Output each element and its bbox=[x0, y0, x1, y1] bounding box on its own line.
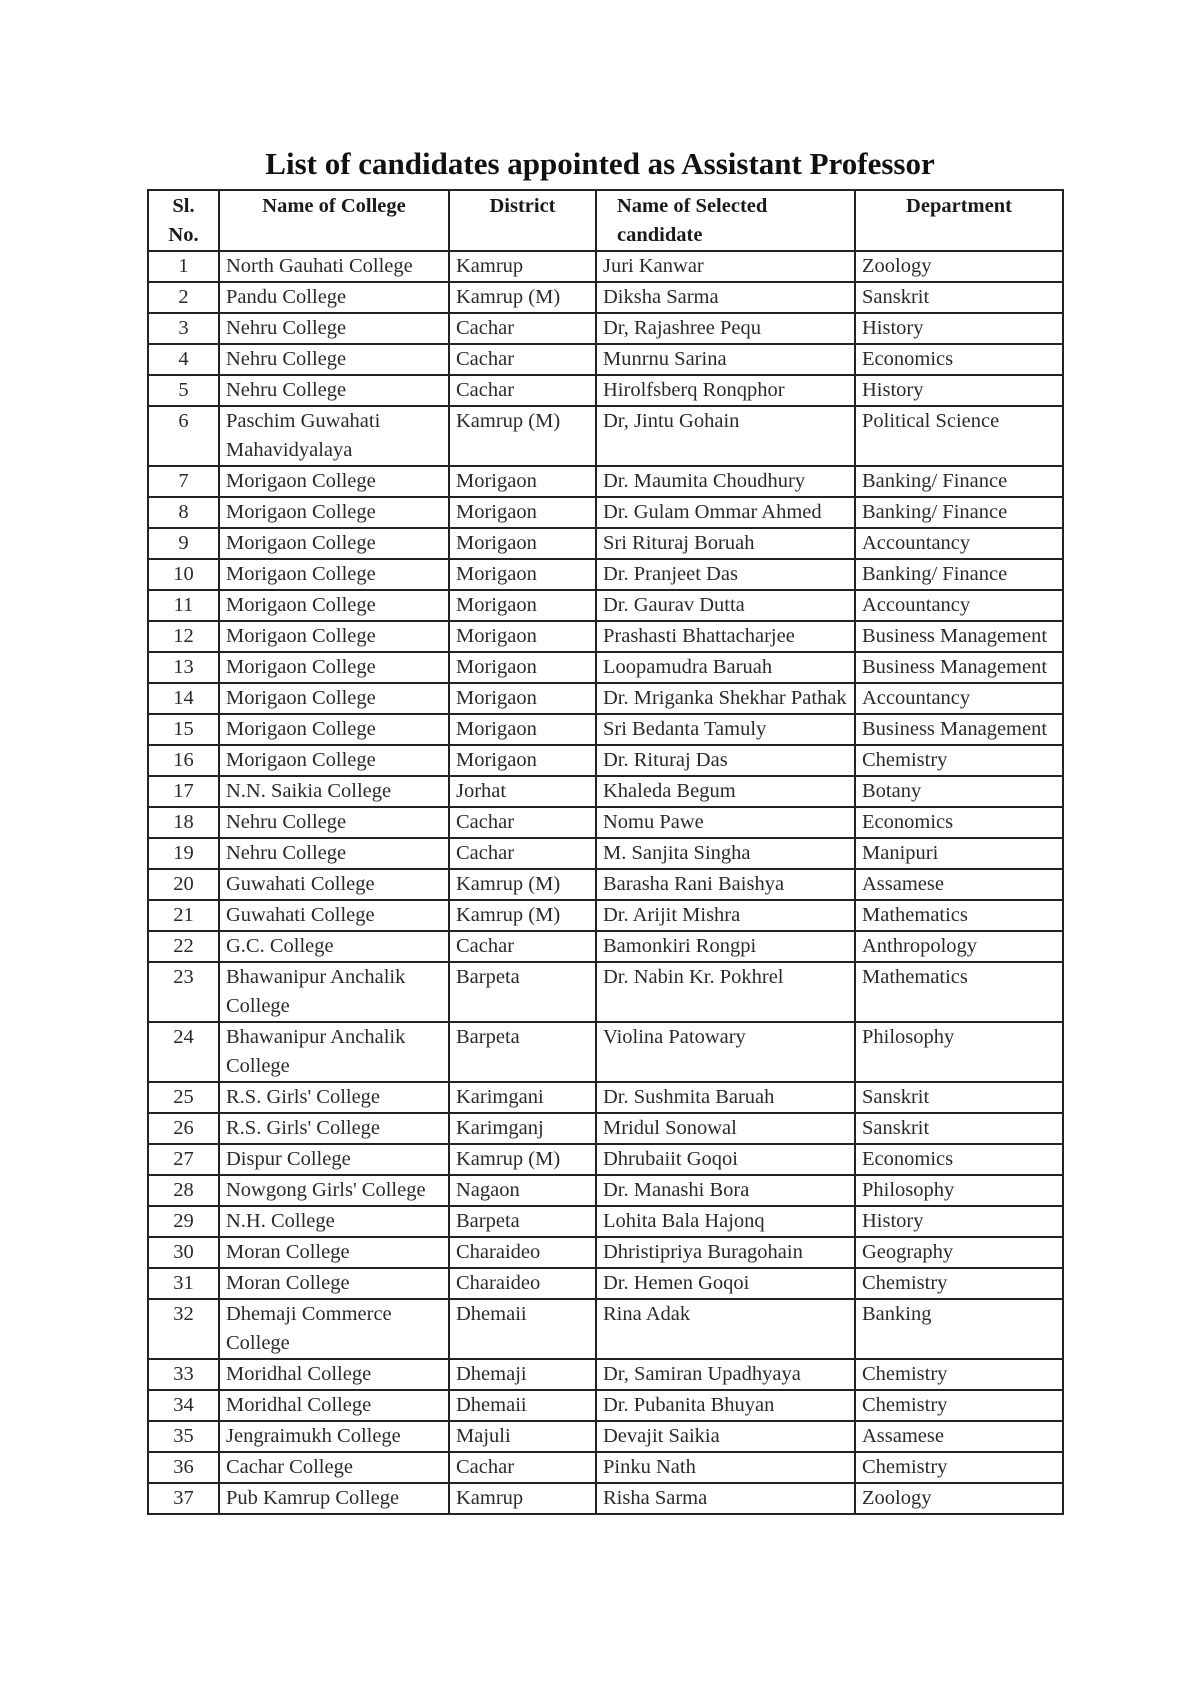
table-row bbox=[148, 776, 1063, 807]
college-cell: Jengraimukh College bbox=[219, 1421, 449, 1452]
department-cell: Botany bbox=[855, 776, 1063, 807]
sl-no-cell: 34 bbox=[148, 1390, 219, 1421]
college-cell: R.S. Girls' College bbox=[219, 1082, 449, 1113]
table-row bbox=[148, 838, 1063, 869]
department-cell: History bbox=[855, 313, 1063, 344]
candidate-cell: Dr, Samiran Upadhyaya bbox=[596, 1359, 855, 1390]
candidate-cell: Dr. Hemen Goqoi bbox=[596, 1268, 855, 1299]
sl-no-cell: 1 bbox=[148, 251, 219, 282]
college-cell: Nehru College bbox=[219, 344, 449, 375]
district-cell: Cachar bbox=[449, 313, 596, 344]
college-cell: Bhawanipur Anchalik College bbox=[219, 1022, 449, 1082]
table-row bbox=[148, 313, 1063, 344]
department-cell: Business Management bbox=[855, 621, 1063, 652]
district-cell: Nagaon bbox=[449, 1175, 596, 1206]
table-row bbox=[148, 466, 1063, 497]
sl-no-cell: 5 bbox=[148, 375, 219, 406]
sl-no-cell: 22 bbox=[148, 931, 219, 962]
table-row bbox=[148, 745, 1063, 776]
candidate-cell: Sri Bedanta Tamuly bbox=[596, 714, 855, 745]
table-row bbox=[148, 1206, 1063, 1237]
candidate-cell: Dr, Rajashree Pequ bbox=[596, 313, 855, 344]
sl-no-cell: 36 bbox=[148, 1452, 219, 1483]
table-row bbox=[148, 528, 1063, 559]
district-cell: Cachar bbox=[449, 1452, 596, 1483]
college-cell: Moridhal College bbox=[219, 1359, 449, 1390]
department-cell: Accountancy bbox=[855, 683, 1063, 714]
candidate-cell: Dr. Nabin Kr. Pokhrel bbox=[596, 962, 855, 1022]
college-cell: Nehru College bbox=[219, 313, 449, 344]
candidate-cell: M. Sanjita Singha bbox=[596, 838, 855, 869]
department-cell: Banking/ Finance bbox=[855, 559, 1063, 590]
department-cell: Geography bbox=[855, 1237, 1063, 1268]
table-row bbox=[148, 1452, 1063, 1483]
sl-no-cell: 2 bbox=[148, 282, 219, 313]
sl-no-cell: 23 bbox=[148, 962, 219, 1022]
candidate-cell: Sri Rituraj Boruah bbox=[596, 528, 855, 559]
college-cell: Nehru College bbox=[219, 375, 449, 406]
sl-no-cell: 4 bbox=[148, 344, 219, 375]
sl-no-cell: 10 bbox=[148, 559, 219, 590]
college-cell: Morigaon College bbox=[219, 652, 449, 683]
department-cell: Economics bbox=[855, 1144, 1063, 1175]
sl-no-cell: 24 bbox=[148, 1022, 219, 1082]
table-row bbox=[148, 590, 1063, 621]
table-row bbox=[148, 1299, 1063, 1359]
candidate-cell: Dr. Mriganka Shekhar Pathak bbox=[596, 683, 855, 714]
table-row bbox=[148, 1144, 1063, 1175]
district-cell: Kamrup (M) bbox=[449, 406, 596, 466]
department-cell: Chemistry bbox=[855, 1268, 1063, 1299]
column-header-department: Department bbox=[855, 190, 1063, 251]
department-cell: Economics bbox=[855, 344, 1063, 375]
college-cell: N.H. College bbox=[219, 1206, 449, 1237]
college-cell: Cachar College bbox=[219, 1452, 449, 1483]
district-cell: Dhemaii bbox=[449, 1390, 596, 1421]
department-cell: Zoology bbox=[855, 251, 1063, 282]
candidate-cell: Mridul Sonowal bbox=[596, 1113, 855, 1144]
sl-no-cell: 16 bbox=[148, 745, 219, 776]
department-cell: Anthropology bbox=[855, 931, 1063, 962]
candidate-cell: Dhristipriya Buragohain bbox=[596, 1237, 855, 1268]
college-cell: Paschim Guwahati Mahavidyalaya bbox=[219, 406, 449, 466]
college-cell: Morigaon College bbox=[219, 590, 449, 621]
candidate-cell: Dr. Pubanita Bhuyan bbox=[596, 1390, 855, 1421]
sl-no-cell: 37 bbox=[148, 1483, 219, 1514]
table-row bbox=[148, 1421, 1063, 1452]
candidate-cell: Khaleda Begum bbox=[596, 776, 855, 807]
sl-no-cell: 27 bbox=[148, 1144, 219, 1175]
college-cell: Bhawanipur Anchalik College bbox=[219, 962, 449, 1022]
department-cell: Accountancy bbox=[855, 528, 1063, 559]
table-row bbox=[148, 1483, 1063, 1514]
sl-no-cell: 28 bbox=[148, 1175, 219, 1206]
department-cell: Chemistry bbox=[855, 1359, 1063, 1390]
district-cell: Charaideo bbox=[449, 1268, 596, 1299]
district-cell: Morigaon bbox=[449, 714, 596, 745]
candidate-cell: Prashasti Bhattacharjee bbox=[596, 621, 855, 652]
table-row bbox=[148, 1175, 1063, 1206]
college-cell: Dispur College bbox=[219, 1144, 449, 1175]
college-cell: Guwahati College bbox=[219, 900, 449, 931]
sl-no-cell: 35 bbox=[148, 1421, 219, 1452]
sl-no-cell: 25 bbox=[148, 1082, 219, 1113]
college-cell: Morigaon College bbox=[219, 528, 449, 559]
college-cell: Pandu College bbox=[219, 282, 449, 313]
district-cell: Morigaon bbox=[449, 590, 596, 621]
college-cell: Nowgong Girls' College bbox=[219, 1175, 449, 1206]
department-cell: Economics bbox=[855, 807, 1063, 838]
sl-no-cell: 12 bbox=[148, 621, 219, 652]
candidate-cell: Bamonkiri Rongpi bbox=[596, 931, 855, 962]
candidate-cell: Violina Patowary bbox=[596, 1022, 855, 1082]
table-row bbox=[148, 1022, 1063, 1082]
sl-no-cell: 33 bbox=[148, 1359, 219, 1390]
college-cell: Morigaon College bbox=[219, 559, 449, 590]
table-row bbox=[148, 406, 1063, 466]
college-cell: N.N. Saikia College bbox=[219, 776, 449, 807]
sl-no-cell: 20 bbox=[148, 869, 219, 900]
column-header-sl-no: Sl. No. bbox=[148, 190, 219, 251]
department-cell: Sanskrit bbox=[855, 1082, 1063, 1113]
column-header-candidate: Name of Selected candidate bbox=[596, 190, 855, 251]
district-cell: Morigaon bbox=[449, 652, 596, 683]
table-row bbox=[148, 621, 1063, 652]
district-cell: Morigaon bbox=[449, 466, 596, 497]
table-row bbox=[148, 1268, 1063, 1299]
table-row bbox=[148, 1390, 1063, 1421]
district-cell: Dhemaji bbox=[449, 1359, 596, 1390]
table-row bbox=[148, 1082, 1063, 1113]
candidate-cell: Devajit Saikia bbox=[596, 1421, 855, 1452]
district-cell: Kamrup (M) bbox=[449, 1144, 596, 1175]
sl-no-cell: 15 bbox=[148, 714, 219, 745]
sl-no-cell: 8 bbox=[148, 497, 219, 528]
candidate-cell: Rina Adak bbox=[596, 1299, 855, 1359]
college-cell: R.S. Girls' College bbox=[219, 1113, 449, 1144]
sl-no-cell: 13 bbox=[148, 652, 219, 683]
table-row bbox=[148, 683, 1063, 714]
district-cell: Cachar bbox=[449, 344, 596, 375]
district-cell: Morigaon bbox=[449, 683, 596, 714]
college-cell: Guwahati College bbox=[219, 869, 449, 900]
district-cell: Karimganj bbox=[449, 1113, 596, 1144]
table-row bbox=[148, 1359, 1063, 1390]
district-cell: Cachar bbox=[449, 838, 596, 869]
department-cell: Chemistry bbox=[855, 1390, 1063, 1421]
department-cell: Sanskrit bbox=[855, 1113, 1063, 1144]
candidate-cell: Dr. Gulam Ommar Ahmed bbox=[596, 497, 855, 528]
department-cell: Accountancy bbox=[855, 590, 1063, 621]
table-row bbox=[148, 1113, 1063, 1144]
district-cell: Cachar bbox=[449, 807, 596, 838]
column-header-college: Name of College bbox=[219, 190, 449, 251]
table-row bbox=[148, 282, 1063, 313]
district-cell: Karimgani bbox=[449, 1082, 596, 1113]
sl-no-cell: 19 bbox=[148, 838, 219, 869]
sl-no-cell: 31 bbox=[148, 1268, 219, 1299]
sl-no-cell: 14 bbox=[148, 683, 219, 714]
table-row bbox=[148, 900, 1063, 931]
college-cell: Morigaon College bbox=[219, 745, 449, 776]
sl-no-cell: 17 bbox=[148, 776, 219, 807]
candidate-cell: Dr. Manashi Bora bbox=[596, 1175, 855, 1206]
page-title: List of candidates appointed as Assistant Professor bbox=[265, 146, 935, 181]
candidate-cell: Dr. Gaurav Dutta bbox=[596, 590, 855, 621]
district-cell: Barpeta bbox=[449, 1022, 596, 1082]
district-cell: Barpeta bbox=[449, 1206, 596, 1237]
district-cell: Kamrup (M) bbox=[449, 282, 596, 313]
sl-no-cell: 26 bbox=[148, 1113, 219, 1144]
department-cell: Zoology bbox=[855, 1483, 1063, 1514]
department-cell: Assamese bbox=[855, 1421, 1063, 1452]
department-cell: Banking/ Finance bbox=[855, 466, 1063, 497]
appointments-table bbox=[147, 189, 1064, 1515]
district-cell: Cachar bbox=[449, 375, 596, 406]
department-cell: Chemistry bbox=[855, 745, 1063, 776]
candidate-cell: Pinku Nath bbox=[596, 1452, 855, 1483]
candidate-cell: Lohita Bala Hajonq bbox=[596, 1206, 855, 1237]
table-row bbox=[148, 714, 1063, 745]
college-cell: Morigaon College bbox=[219, 466, 449, 497]
department-cell: Sanskrit bbox=[855, 282, 1063, 313]
college-cell: Moridhal College bbox=[219, 1390, 449, 1421]
college-cell: Pub Kamrup College bbox=[219, 1483, 449, 1514]
candidate-cell: Munrnu Sarina bbox=[596, 344, 855, 375]
college-cell: G.C. College bbox=[219, 931, 449, 962]
column-header-district: District bbox=[449, 190, 596, 251]
college-cell: Nehru College bbox=[219, 807, 449, 838]
district-cell: Kamrup (M) bbox=[449, 900, 596, 931]
department-cell: History bbox=[855, 375, 1063, 406]
table-header bbox=[148, 190, 1063, 251]
sl-no-cell: 30 bbox=[148, 1237, 219, 1268]
department-cell: Business Management bbox=[855, 714, 1063, 745]
sl-no-cell: 3 bbox=[148, 313, 219, 344]
table-row bbox=[148, 652, 1063, 683]
district-cell: Morigaon bbox=[449, 559, 596, 590]
district-cell: Morigaon bbox=[449, 621, 596, 652]
district-cell: Kamrup bbox=[449, 1483, 596, 1514]
college-cell: Dhemaji Commerce College bbox=[219, 1299, 449, 1359]
candidate-cell: Risha Sarma bbox=[596, 1483, 855, 1514]
college-cell: Morigaon College bbox=[219, 621, 449, 652]
district-cell: Kamrup bbox=[449, 251, 596, 282]
department-cell: Manipuri bbox=[855, 838, 1063, 869]
candidate-cell: Dr. Sushmita Baruah bbox=[596, 1082, 855, 1113]
college-cell: Moran College bbox=[219, 1237, 449, 1268]
department-cell: Business Management bbox=[855, 652, 1063, 683]
department-cell: Banking/ Finance bbox=[855, 497, 1063, 528]
department-cell: Mathematics bbox=[855, 962, 1063, 1022]
candidate-cell: Hirolfsberq Ronqphor bbox=[596, 375, 855, 406]
sl-no-cell: 7 bbox=[148, 466, 219, 497]
candidate-cell: Loopamudra Baruah bbox=[596, 652, 855, 683]
sl-no-cell: 18 bbox=[148, 807, 219, 838]
district-cell: Charaideo bbox=[449, 1237, 596, 1268]
candidate-cell: Barasha Rani Baishya bbox=[596, 869, 855, 900]
college-cell: Morigaon College bbox=[219, 714, 449, 745]
candidate-cell: Dhrubaiit Goqoi bbox=[596, 1144, 855, 1175]
table-row bbox=[148, 251, 1063, 282]
department-cell: Chemistry bbox=[855, 1452, 1063, 1483]
college-cell: North Gauhati College bbox=[219, 251, 449, 282]
department-cell: Political Science bbox=[855, 406, 1063, 466]
college-cell: Moran College bbox=[219, 1268, 449, 1299]
sl-no-cell: 11 bbox=[148, 590, 219, 621]
district-cell: Cachar bbox=[449, 931, 596, 962]
table-row bbox=[148, 1237, 1063, 1268]
department-cell: History bbox=[855, 1206, 1063, 1237]
candidate-cell: Dr. Pranjeet Das bbox=[596, 559, 855, 590]
college-cell: Morigaon College bbox=[219, 683, 449, 714]
district-cell: Morigaon bbox=[449, 497, 596, 528]
district-cell: Morigaon bbox=[449, 528, 596, 559]
district-cell: Kamrup (M) bbox=[449, 869, 596, 900]
candidate-cell: Dr. Arijit Mishra bbox=[596, 900, 855, 931]
college-cell: Morigaon College bbox=[219, 497, 449, 528]
candidate-cell: Nomu Pawe bbox=[596, 807, 855, 838]
district-cell: Jorhat bbox=[449, 776, 596, 807]
district-cell: Morigaon bbox=[449, 745, 596, 776]
college-cell: Nehru College bbox=[219, 838, 449, 869]
district-cell: Majuli bbox=[449, 1421, 596, 1452]
candidate-cell: Juri Kanwar bbox=[596, 251, 855, 282]
department-cell: Assamese bbox=[855, 869, 1063, 900]
candidate-cell: Dr, Jintu Gohain bbox=[596, 406, 855, 466]
department-cell: Mathematics bbox=[855, 900, 1063, 931]
candidate-cell: Dr. Rituraj Das bbox=[596, 745, 855, 776]
sl-no-cell: 29 bbox=[148, 1206, 219, 1237]
table-row bbox=[148, 869, 1063, 900]
sl-no-cell: 6 bbox=[148, 406, 219, 466]
table-row bbox=[148, 962, 1063, 1022]
table-body bbox=[148, 251, 1063, 1514]
table-row bbox=[148, 559, 1063, 590]
table-row bbox=[148, 931, 1063, 962]
sl-no-cell: 32 bbox=[148, 1299, 219, 1359]
table-row bbox=[148, 344, 1063, 375]
table-row bbox=[148, 375, 1063, 406]
department-cell: Philosophy bbox=[855, 1175, 1063, 1206]
table-row bbox=[148, 497, 1063, 528]
candidate-cell: Dr. Maumita Choudhury bbox=[596, 466, 855, 497]
header-row bbox=[148, 190, 1063, 251]
candidate-cell: Diksha Sarma bbox=[596, 282, 855, 313]
table-row bbox=[148, 807, 1063, 838]
department-cell: Banking bbox=[855, 1299, 1063, 1359]
district-cell: Barpeta bbox=[449, 962, 596, 1022]
sl-no-cell: 21 bbox=[148, 900, 219, 931]
sl-no-cell: 9 bbox=[148, 528, 219, 559]
district-cell: Dhemaii bbox=[449, 1299, 596, 1359]
department-cell: Philosophy bbox=[855, 1022, 1063, 1082]
